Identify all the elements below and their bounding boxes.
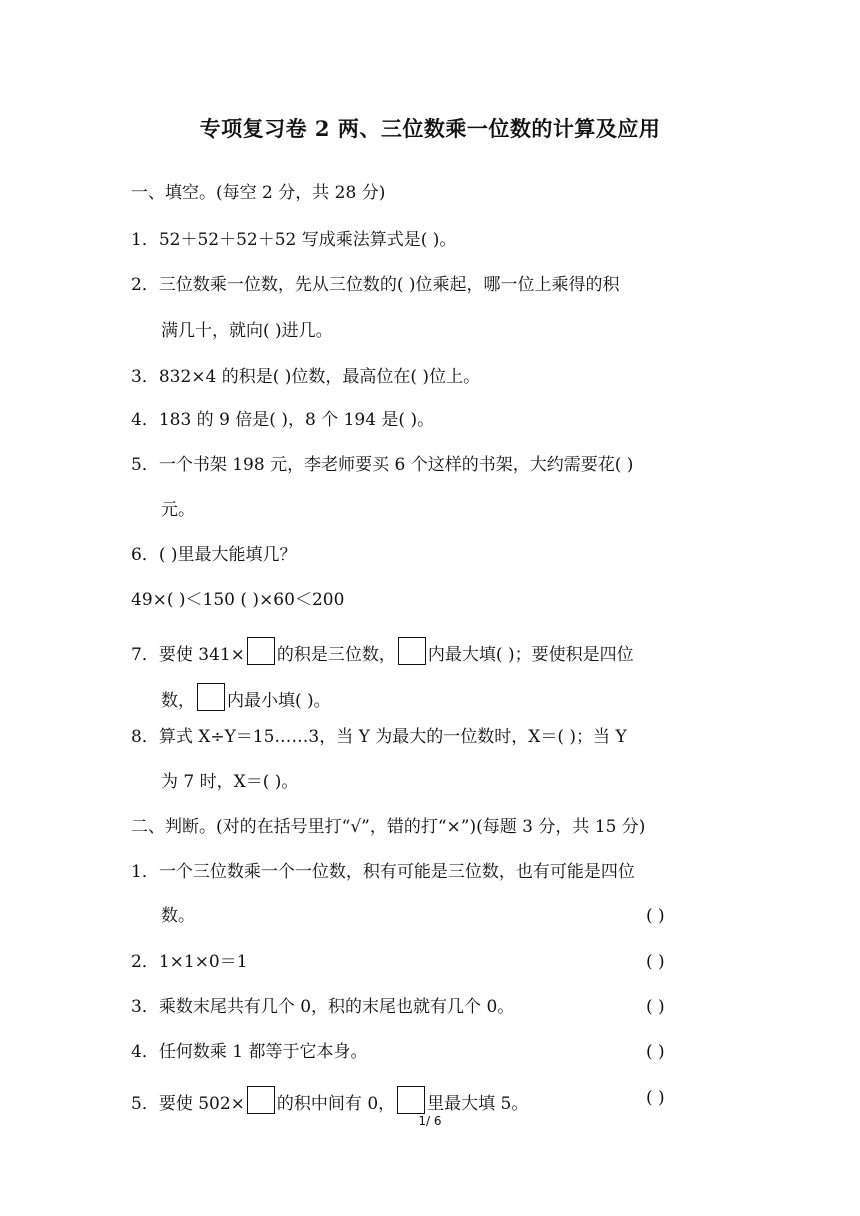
fill-q7-text-c: 内最大填( )；要使积是四位 [427,645,634,665]
fill-q7-line2 [161,683,331,713]
judge-answer-paren[interactable]: ( ) [646,952,665,972]
fill-q2-line2: 满几十，就向( )进几。 [161,321,333,341]
judge-q3: 3．乘数末尾共有几个 0，积的末尾也就有几个 0。 [131,997,515,1017]
judge-q5 [131,1086,528,1116]
fill-q7-text-b: 的积是三位数， [276,645,396,665]
fill-q1: 1．52＋52＋52＋52 写成乘法算式是( )。 [131,230,457,250]
judge-q5-text-a: 5．要使 502× [131,1094,245,1114]
judge-q1-line1: 1．一个三位数乘一个一位数，积有可能是三位数，也有可能是四位 [131,862,635,882]
judge-q5-text-b: 的积中间有 0， [276,1094,396,1114]
judge-q2: 2．1×1×0＝1 [131,952,248,972]
fill-q5-line1: 5．一个书架 198 元，李老师要买 6 个这样的书架，大约需要花( ) [131,455,634,475]
judge-answer-paren[interactable]: ( ) [646,997,665,1017]
page-number: 1/ 6 [418,1114,442,1128]
judge-q1-line2: 数。 [161,906,195,926]
answer-box[interactable] [247,637,275,665]
section1-heading: 一、填空。(每空 2 分，共 28 分) [131,183,386,203]
fill-q2-line1: 2．三位数乘一位数，先从三位数的( )位乘起，哪一位上乘得的积 [131,275,620,295]
fill-q7-text-d: 数， [161,691,195,711]
answer-box[interactable] [247,1086,275,1114]
fill-q6-line1: 6．( )里最大能填几？ [131,545,297,565]
fill-q7-line1 [131,637,634,667]
answer-box[interactable] [197,683,225,711]
judge-answer-paren[interactable]: ( ) [646,906,665,926]
judge-answer-paren[interactable]: ( ) [646,1042,665,1062]
fill-q8-line2: 为 7 时，X＝( )。 [161,772,299,792]
fill-q4: 4．183 的 9 倍是( )，8 个 194 是( )。 [131,410,435,430]
fill-q5-line2: 元。 [161,500,195,520]
fill-q7-text-e: 内最小填( )。 [227,691,331,711]
judge-q5-text-c: 里最大填 5。 [427,1094,529,1114]
page-title: 专项复习卷 2 两、三位数乘一位数的计算及应用 [199,116,661,141]
fill-q7-text-a: 7．要使 341× [131,645,245,665]
judge-q4: 4．任何数乘 1 都等于它本身。 [131,1042,368,1062]
fill-q8-line1: 8．算式 X÷Y＝15……3，当 Y 为最大的一位数时，X＝( )；当 Y [131,727,627,747]
fill-q6-line2: 49×( )＜150 ( )×60＜200 [131,590,345,610]
fill-q3: 3．832×4 的积是( )位数，最高位在( )位上。 [131,367,481,387]
answer-box[interactable] [398,637,426,665]
answer-box[interactable] [397,1086,425,1114]
section2-heading: 二、判断。(对的在括号里打“√”，错的打“×”)(每题 3 分，共 15 分) [131,817,646,837]
judge-answer-paren[interactable]: ( ) [646,1088,665,1108]
